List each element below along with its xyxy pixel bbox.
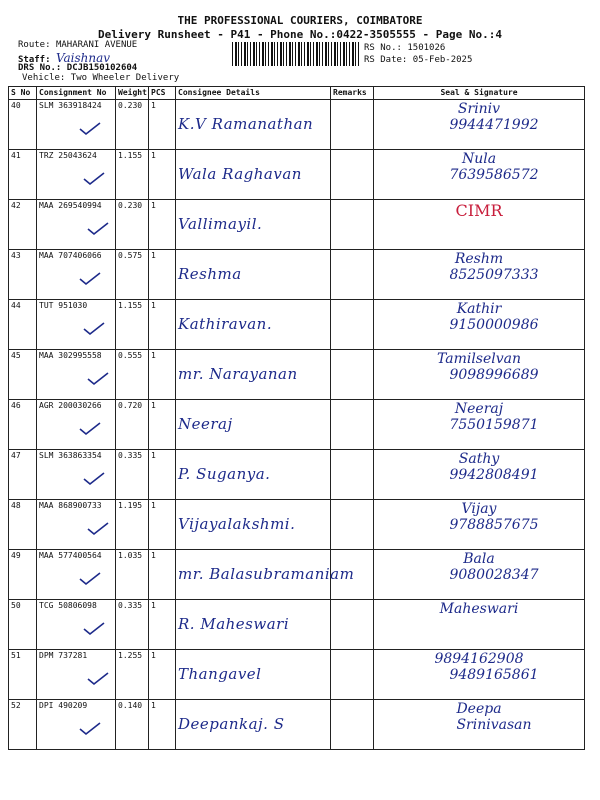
company-title: THE PROFESSIONAL COURIERS, COIMBATORE (177, 14, 423, 27)
row-consignee (176, 350, 331, 400)
consignment-no: SLM 363863354 (39, 451, 102, 460)
row-consignee (176, 400, 331, 450)
row-pcs: 1 (149, 700, 176, 750)
row-consignee (176, 150, 331, 200)
row-pcs: 1 (149, 150, 176, 200)
row-remarks (331, 400, 374, 450)
row-weight: 0.140 (116, 700, 149, 750)
row-remarks (331, 200, 374, 250)
row-consignee (176, 200, 331, 250)
row-signature (374, 600, 585, 650)
route-value: MAHARANI AVENUE (55, 40, 138, 50)
row-sno: 46 (9, 400, 37, 450)
table-row (9, 500, 585, 550)
row-consignment (37, 400, 116, 450)
signature-phone: 7550159871 (449, 417, 539, 433)
row-sno: 50 (9, 600, 37, 650)
row-consignment (37, 500, 116, 550)
row-sno: 40 (9, 100, 37, 150)
signature-phone: 9944471992 (449, 117, 539, 133)
row-remarks (331, 300, 374, 350)
consignment-no: DPM 737281 (39, 651, 88, 660)
row-signature (374, 400, 585, 450)
vehicle-label: Vehicle: (22, 73, 66, 83)
signature-phone: 9150000986 (449, 317, 539, 333)
row-pcs: 1 (149, 300, 176, 350)
row-consignee (176, 650, 331, 700)
table-row (9, 550, 585, 600)
row-signature (374, 550, 585, 600)
vehicle-line (22, 73, 179, 83)
row-pcs: 1 (149, 350, 176, 400)
consignee-handwritten: Vallimayil. (178, 215, 263, 233)
row-signature (374, 650, 585, 700)
consignee-handwritten: mr. Narayanan (178, 365, 298, 383)
row-pcs: 1 (149, 550, 176, 600)
signature-mark: Tamilselvan (436, 351, 522, 367)
consignment-no: DPI 490209 (39, 701, 88, 710)
checkmark-icon (79, 722, 101, 736)
row-consignment (37, 150, 116, 200)
row-weight: 0.720 (116, 400, 149, 450)
row-remarks (331, 450, 374, 500)
consignee-handwritten: K.V Ramanathan (178, 115, 314, 133)
drs-label: DRS No.: (18, 63, 62, 73)
col-consignment: Consignment No (37, 87, 116, 100)
checkmark-icon (83, 322, 105, 336)
row-pcs: 1 (149, 400, 176, 450)
row-weight: 1.155 (116, 300, 149, 350)
consignee-handwritten: R. Maheswari (178, 615, 290, 633)
row-consignment (37, 600, 116, 650)
row-consignment (37, 250, 116, 300)
runsheet-table (8, 86, 585, 750)
row-weight: 1.155 (116, 150, 149, 200)
col-pcs: PCS (149, 87, 176, 100)
consignment-no: MAA 302995558 (39, 351, 102, 360)
rs-no-line (364, 43, 445, 53)
signature-phone: 9098996689 (449, 367, 539, 383)
row-weight: 0.575 (116, 250, 149, 300)
row-weight: 0.555 (116, 350, 149, 400)
staff-label: Staff: (18, 55, 51, 65)
consignment-no: MAA 269540994 (39, 201, 102, 210)
row-sno: 41 (9, 150, 37, 200)
row-remarks (331, 600, 374, 650)
checkmark-icon (83, 472, 105, 486)
row-sno: 48 (9, 500, 37, 550)
checkmark-icon (79, 272, 101, 286)
drs-line (18, 63, 137, 73)
signature-mark: Sriniv (457, 101, 501, 117)
table-row (9, 200, 585, 250)
row-signature (374, 500, 585, 550)
row-consignment (37, 650, 116, 700)
barcode (232, 42, 360, 66)
row-weight: 1.195 (116, 500, 149, 550)
signature-phone: 7639586572 (449, 167, 539, 183)
runsheet-title: Delivery Runsheet - P41 - Phone No.:0422-3505555 - Page No.:4 (98, 28, 502, 41)
row-pcs: 1 (149, 250, 176, 300)
row-sno: 45 (9, 350, 37, 400)
table-row (9, 700, 585, 750)
row-consignee (176, 300, 331, 350)
signature-phone: 9942808491 (449, 467, 539, 483)
signature-mark: Sathy (458, 451, 500, 467)
signature-mark: Kathir (456, 301, 502, 317)
row-remarks (331, 700, 374, 750)
row-remarks (331, 350, 374, 400)
checkmark-icon (87, 522, 109, 536)
consignment-no: SLM 363918424 (39, 101, 102, 110)
row-consignee (176, 250, 331, 300)
row-sno: 47 (9, 450, 37, 500)
checkmark-icon (79, 422, 101, 436)
signature-mark: Reshm (454, 251, 504, 267)
row-consignment (37, 350, 116, 400)
checkmark-icon (87, 672, 109, 686)
signature-phone: 9489165861 (449, 667, 539, 683)
row-pcs: 1 (149, 600, 176, 650)
table-row (9, 350, 585, 400)
consignee-handwritten: P. Suganya. (178, 465, 271, 483)
signature-mark: Vijay (461, 501, 497, 517)
row-consignment (37, 450, 116, 500)
row-sno: 42 (9, 200, 37, 250)
col-consignee: Consignee Details (176, 87, 331, 100)
consignee-handwritten: mr. Balasubramaniam (178, 565, 355, 583)
consignee-handwritten: Neeraj (178, 415, 233, 433)
table-row (9, 450, 585, 500)
row-consignee (176, 100, 331, 150)
row-consignee (176, 500, 331, 550)
vehicle-value: Two Wheeler Delivery (70, 73, 180, 83)
rs-date-line (364, 55, 472, 65)
row-sno: 49 (9, 550, 37, 600)
table-row (9, 650, 585, 700)
route-label: Route: (18, 40, 51, 50)
row-sno: 52 (9, 700, 37, 750)
checkmark-icon (87, 222, 109, 236)
rs-date-label: RS Date: (364, 55, 408, 65)
checkmark-icon (83, 172, 105, 186)
row-consignment (37, 100, 116, 150)
checkmark-icon (79, 572, 101, 586)
row-weight: 0.230 (116, 100, 149, 150)
consignee-handwritten: Reshma (178, 265, 242, 283)
consignee-handwritten: Thangavel (178, 665, 262, 683)
signature-phone: 8525097333 (449, 267, 539, 283)
signature-mark: CIMR (455, 201, 503, 220)
row-consignment (37, 550, 116, 600)
consignee-handwritten: Vijayalakshmi. (178, 515, 296, 533)
row-signature (374, 350, 585, 400)
row-consignee (176, 450, 331, 500)
row-remarks (331, 100, 374, 150)
table-row (9, 100, 585, 150)
row-weight: 0.230 (116, 200, 149, 250)
row-sno: 43 (9, 250, 37, 300)
col-sno: S No (9, 87, 37, 100)
signature-phone: 9080028347 (449, 567, 539, 583)
table-row (9, 600, 585, 650)
row-remarks (331, 500, 374, 550)
row-remarks (331, 150, 374, 200)
consignee-handwritten: Deepankaj. S (178, 715, 285, 733)
signature-mark: Maheswari (439, 601, 519, 617)
signature-mark: Nula (461, 151, 497, 167)
signature-phone: Srinivasan (456, 717, 532, 733)
row-sno: 51 (9, 650, 37, 700)
row-signature (374, 700, 585, 750)
rs-date-value: 05-Feb-2025 (412, 55, 473, 65)
row-pcs: 1 (149, 100, 176, 150)
col-remarks: Remarks (331, 87, 374, 100)
consignment-no: MAA 577400564 (39, 551, 102, 560)
row-consignee (176, 550, 355, 600)
row-signature (374, 250, 585, 300)
row-remarks (331, 650, 374, 700)
table-header-row (9, 87, 585, 100)
row-consignment (37, 700, 116, 750)
consignee-handwritten: Kathiravan. (178, 315, 273, 333)
row-signature (374, 200, 585, 250)
row-pcs: 1 (149, 200, 176, 250)
table-row (9, 250, 585, 300)
row-consignment (37, 300, 116, 350)
signature-mark: Neeraj (454, 401, 504, 417)
consignment-no: TUT 951030 (39, 301, 88, 310)
row-pcs: 1 (149, 450, 176, 500)
table-row (9, 300, 585, 350)
row-weight: 0.335 (116, 600, 149, 650)
checkmark-icon (83, 622, 105, 636)
table-row (9, 150, 585, 200)
rs-no-label: RS No.: (364, 43, 402, 53)
consignee-handwritten: Wala Raghavan (178, 165, 302, 183)
row-signature (374, 150, 585, 200)
checkmark-icon (79, 122, 101, 136)
route-line (18, 40, 137, 50)
signature-mark: Deepa (456, 701, 502, 717)
signature-mark: Bala (463, 551, 495, 567)
row-remarks (331, 250, 374, 300)
consignment-no: TCG 50806098 (39, 601, 97, 610)
row-consignee (176, 600, 331, 650)
row-pcs: 1 (149, 650, 176, 700)
row-pcs: 1 (149, 500, 176, 550)
consignment-no: MAA 707406066 (39, 251, 102, 260)
consignment-no: MAA 868900733 (39, 501, 102, 510)
checkmark-icon (87, 372, 109, 386)
row-weight: 1.035 (116, 550, 149, 600)
table-row (9, 400, 585, 450)
row-weight: 1.255 (116, 650, 149, 700)
row-consignee (176, 700, 331, 750)
row-sno: 44 (9, 300, 37, 350)
row-signature (374, 300, 585, 350)
row-consignment (37, 200, 116, 250)
row-signature (374, 100, 585, 150)
drs-value: DCJB150102604 (66, 63, 138, 73)
rs-no-value: 1501026 (407, 43, 446, 53)
consignment-no: TRZ 25043624 (39, 151, 97, 160)
row-signature (374, 450, 585, 500)
row-weight: 0.335 (116, 450, 149, 500)
col-signature: Seal & Signature (374, 87, 585, 100)
signature-phone: 9788857675 (449, 517, 539, 533)
staff-signature: Vaishnav (55, 51, 111, 65)
signature-mark: 9894162908 (434, 651, 524, 667)
col-weight: Weight (116, 87, 149, 100)
consignment-no: AGR 200030266 (39, 401, 102, 410)
